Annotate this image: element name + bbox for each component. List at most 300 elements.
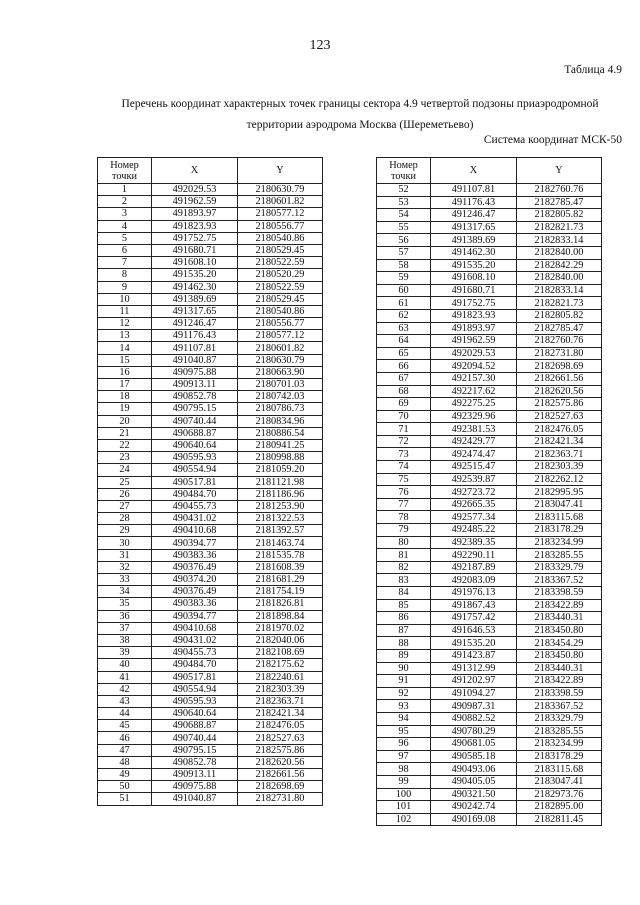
column-header-y: Y (517, 158, 602, 184)
table-row (98, 379, 323, 391)
table-label: Таблица 4.9 (564, 64, 622, 76)
table-row (98, 196, 323, 208)
y-coordinate-cell: 2183047.41 (517, 775, 602, 788)
table-row (98, 403, 323, 415)
table-row (98, 257, 323, 269)
y-coordinate-cell: 2182363.71 (238, 695, 323, 707)
table-row (98, 720, 323, 732)
point-number-cell: 102 (377, 813, 431, 826)
x-coordinate-cell: 491893.97 (431, 322, 517, 335)
table-row (377, 398, 602, 411)
y-coordinate-cell: 2181253.90 (238, 500, 323, 512)
y-coordinate-cell: 2183285.55 (517, 725, 602, 738)
x-coordinate-cell: 490431.02 (152, 634, 238, 646)
x-coordinate-cell: 491680.71 (152, 244, 238, 256)
table-row (377, 675, 602, 688)
x-coordinate-cell: 490394.77 (152, 537, 238, 549)
y-coordinate-cell: 2182731.80 (517, 347, 602, 360)
x-coordinate-cell: 490852.78 (152, 391, 238, 403)
table-row (98, 184, 323, 196)
point-number-cell: 18 (98, 391, 152, 403)
point-number-cell: 15 (98, 354, 152, 366)
point-number-cell: 96 (377, 738, 431, 751)
y-coordinate-cell: 2182575.86 (238, 744, 323, 756)
point-number-cell: 26 (98, 488, 152, 500)
y-coordinate-cell: 2180556.77 (238, 318, 323, 330)
point-number-cell: 38 (98, 634, 152, 646)
x-coordinate-cell: 491680.71 (431, 284, 517, 297)
y-coordinate-cell: 2182421.34 (517, 435, 602, 448)
point-number-cell: 93 (377, 700, 431, 713)
table-body-right (377, 184, 602, 826)
point-number-cell: 56 (377, 234, 431, 247)
point-number-cell: 44 (98, 708, 152, 720)
x-coordinate-cell: 491040.87 (152, 793, 238, 805)
point-number-cell: 78 (377, 511, 431, 524)
x-coordinate-cell: 490640.64 (152, 708, 238, 720)
y-coordinate-cell: 2183422.89 (517, 599, 602, 612)
y-coordinate-cell: 2182995.95 (517, 486, 602, 499)
x-coordinate-cell: 490376.49 (152, 561, 238, 573)
y-coordinate-cell: 2180540.86 (238, 305, 323, 317)
x-coordinate-cell: 490688.87 (152, 720, 238, 732)
table-row (377, 612, 602, 625)
x-coordinate-cell: 491608.10 (431, 272, 517, 285)
x-coordinate-cell: 492485.22 (431, 524, 517, 537)
x-coordinate-cell: 491535.20 (431, 637, 517, 650)
title-line-1: Перечень координат характерных точек границы сектора 4.9 четвертой подзоны приаэродромной (121, 98, 599, 110)
table-row (377, 246, 602, 259)
table-row (377, 624, 602, 637)
point-number-cell: 89 (377, 649, 431, 662)
table-row (377, 662, 602, 675)
y-coordinate-cell: 2183234.99 (517, 738, 602, 751)
point-number-cell: 83 (377, 574, 431, 587)
point-number-cell: 49 (98, 769, 152, 781)
y-coordinate-cell: 2180577.12 (238, 208, 323, 220)
x-coordinate-cell: 490975.88 (152, 781, 238, 793)
x-coordinate-cell: 491752.75 (152, 232, 238, 244)
point-number-cell: 76 (377, 486, 431, 499)
y-coordinate-cell: 2183329.79 (517, 712, 602, 725)
x-coordinate-cell: 492429.77 (431, 435, 517, 448)
table-row (98, 756, 323, 768)
x-coordinate-cell: 490913.11 (152, 769, 238, 781)
y-coordinate-cell: 2180540.86 (238, 232, 323, 244)
table-row (377, 335, 602, 348)
y-coordinate-cell: 2180529.45 (238, 293, 323, 305)
x-coordinate-cell: 490410.68 (152, 622, 238, 634)
x-coordinate-cell: 491317.65 (431, 221, 517, 234)
y-coordinate-cell: 2182303.39 (517, 461, 602, 474)
table-row (377, 259, 602, 272)
point-number-cell: 32 (98, 561, 152, 573)
point-number-cell: 34 (98, 586, 152, 598)
y-coordinate-cell: 2183367.52 (517, 574, 602, 587)
table-row (98, 695, 323, 707)
y-coordinate-cell: 2182840.00 (517, 246, 602, 259)
x-coordinate-cell: 490455.73 (152, 647, 238, 659)
y-coordinate-cell: 2182620.56 (238, 756, 323, 768)
point-number-cell: 31 (98, 549, 152, 561)
x-coordinate-cell: 490913.11 (152, 379, 238, 391)
y-coordinate-cell: 2183398.59 (517, 587, 602, 600)
y-coordinate-cell: 2182421.34 (238, 708, 323, 720)
y-coordinate-cell: 2182760.76 (517, 184, 602, 197)
point-number-cell: 61 (377, 297, 431, 310)
x-coordinate-cell: 490595.93 (152, 695, 238, 707)
table-row (377, 448, 602, 461)
point-number-cell: 65 (377, 347, 431, 360)
point-number-cell: 16 (98, 366, 152, 378)
table-row (377, 184, 602, 197)
table-row (377, 284, 602, 297)
point-number-cell: 12 (98, 318, 152, 330)
point-number-cell: 28 (98, 513, 152, 525)
y-coordinate-cell: 2180522.59 (238, 281, 323, 293)
table-row (377, 209, 602, 222)
point-number-cell: 85 (377, 599, 431, 612)
table-row (98, 659, 323, 671)
table-row (98, 610, 323, 622)
y-coordinate-cell: 2180520.29 (238, 269, 323, 281)
table-row (377, 360, 602, 373)
x-coordinate-cell: 492157.30 (431, 372, 517, 385)
table-row (377, 725, 602, 738)
table-row (377, 486, 602, 499)
y-coordinate-cell: 2181121.98 (238, 476, 323, 488)
x-coordinate-cell: 490795.15 (152, 403, 238, 415)
y-coordinate-cell: 2181392.57 (238, 525, 323, 537)
y-coordinate-cell: 2182785.47 (517, 322, 602, 335)
table-row (377, 788, 602, 801)
x-coordinate-cell: 491040.87 (152, 354, 238, 366)
point-number-cell: 92 (377, 687, 431, 700)
y-coordinate-cell: 2181898.84 (238, 610, 323, 622)
x-coordinate-cell: 492094.52 (431, 360, 517, 373)
x-coordinate-cell: 490554.94 (152, 464, 238, 476)
y-coordinate-cell: 2183115.68 (517, 511, 602, 524)
table-row (377, 775, 602, 788)
table-row (377, 738, 602, 751)
x-coordinate-cell: 492577.34 (431, 511, 517, 524)
x-coordinate-cell: 491107.81 (152, 342, 238, 354)
x-coordinate-cell: 490383.36 (152, 598, 238, 610)
x-coordinate-cell: 491962.59 (152, 196, 238, 208)
point-number-cell: 52 (377, 184, 431, 197)
point-number-cell: 5 (98, 232, 152, 244)
y-coordinate-cell: 2182833.14 (517, 284, 602, 297)
point-number-cell: 101 (377, 801, 431, 814)
x-coordinate-cell: 490795.15 (152, 744, 238, 756)
x-coordinate-cell: 491535.20 (152, 269, 238, 281)
point-number-cell: 53 (377, 196, 431, 209)
table-row (98, 634, 323, 646)
y-coordinate-cell: 2183440.31 (517, 612, 602, 625)
point-number-cell: 72 (377, 435, 431, 448)
point-number-cell: 13 (98, 330, 152, 342)
table-row (98, 318, 323, 330)
table-row (98, 305, 323, 317)
point-number-cell: 82 (377, 561, 431, 574)
point-number-cell: 25 (98, 476, 152, 488)
y-coordinate-cell: 2183450.80 (517, 649, 602, 662)
point-number-cell: 10 (98, 293, 152, 305)
point-number-cell: 95 (377, 725, 431, 738)
table-row (98, 513, 323, 525)
y-coordinate-cell: 2180742.03 (238, 391, 323, 403)
y-coordinate-cell: 2183047.41 (517, 498, 602, 511)
x-coordinate-cell: 492474.47 (431, 448, 517, 461)
x-coordinate-cell: 491107.81 (431, 184, 517, 197)
point-number-cell: 50 (98, 781, 152, 793)
x-coordinate-cell: 491246.47 (152, 318, 238, 330)
x-coordinate-cell: 492083.09 (431, 574, 517, 587)
y-coordinate-cell: 2182840.00 (517, 272, 602, 285)
x-coordinate-cell: 491176.43 (431, 196, 517, 209)
point-number-cell: 66 (377, 360, 431, 373)
y-coordinate-cell: 2180522.59 (238, 257, 323, 269)
x-coordinate-cell: 491389.69 (431, 234, 517, 247)
table-row (377, 750, 602, 763)
point-number-cell: 64 (377, 335, 431, 348)
x-coordinate-cell: 490585.18 (431, 750, 517, 763)
point-number-cell: 54 (377, 209, 431, 222)
table-row (98, 793, 323, 805)
table-row (98, 330, 323, 342)
table-row (98, 586, 323, 598)
point-number-cell: 86 (377, 612, 431, 625)
y-coordinate-cell: 2182476.05 (238, 720, 323, 732)
point-number-cell: 37 (98, 622, 152, 634)
y-coordinate-cell: 2180577.12 (238, 330, 323, 342)
x-coordinate-cell: 492665.35 (431, 498, 517, 511)
y-coordinate-cell: 2181535.78 (238, 549, 323, 561)
y-coordinate-cell: 2181608.39 (238, 561, 323, 573)
point-number-cell: 69 (377, 398, 431, 411)
table-row (98, 452, 323, 464)
point-number-cell: 81 (377, 549, 431, 562)
table-row (377, 587, 602, 600)
table-row (377, 574, 602, 587)
y-coordinate-cell: 2180529.45 (238, 244, 323, 256)
table-row (98, 244, 323, 256)
table-row (377, 511, 602, 524)
point-number-cell: 55 (377, 221, 431, 234)
point-number-cell: 59 (377, 272, 431, 285)
y-coordinate-cell: 2180630.79 (238, 184, 323, 196)
point-number-cell: 79 (377, 524, 431, 537)
x-coordinate-cell: 492329.96 (431, 410, 517, 423)
table-row (377, 309, 602, 322)
x-coordinate-cell: 491176.43 (152, 330, 238, 342)
y-coordinate-cell: 2183178.29 (517, 750, 602, 763)
x-coordinate-cell: 492275.25 (431, 398, 517, 411)
table-row (377, 712, 602, 725)
y-coordinate-cell: 2180834.96 (238, 415, 323, 427)
y-coordinate-cell: 2182811.45 (517, 813, 602, 826)
table-row (98, 439, 323, 451)
point-number-cell: 24 (98, 464, 152, 476)
y-coordinate-cell: 2182698.69 (517, 360, 602, 373)
x-coordinate-cell: 492539.87 (431, 473, 517, 486)
y-coordinate-cell: 2183398.59 (517, 687, 602, 700)
table-row (98, 683, 323, 695)
point-number-cell: 2 (98, 196, 152, 208)
y-coordinate-cell: 2183450.80 (517, 624, 602, 637)
point-number-cell: 42 (98, 683, 152, 695)
x-coordinate-cell: 490780.29 (431, 725, 517, 738)
x-coordinate-cell: 490242.74 (431, 801, 517, 814)
y-coordinate-cell: 2182805.82 (517, 209, 602, 222)
y-coordinate-cell: 2182805.82 (517, 309, 602, 322)
x-coordinate-cell: 490374.20 (152, 574, 238, 586)
x-coordinate-cell: 492389.35 (431, 536, 517, 549)
x-coordinate-cell: 491317.65 (152, 305, 238, 317)
table-row (377, 763, 602, 776)
table-body-left (98, 184, 323, 806)
point-number-cell: 62 (377, 309, 431, 322)
y-coordinate-cell: 2183329.79 (517, 561, 602, 574)
x-coordinate-cell: 490987.31 (431, 700, 517, 713)
x-coordinate-cell: 490484.70 (152, 659, 238, 671)
table-row (98, 500, 323, 512)
table-row (98, 671, 323, 683)
table-row (98, 415, 323, 427)
x-coordinate-cell: 490383.36 (152, 549, 238, 561)
point-number-cell: 71 (377, 423, 431, 436)
point-number-cell: 9 (98, 281, 152, 293)
table-row (377, 297, 602, 310)
table-header-row (98, 158, 323, 184)
point-number-cell: 1 (98, 184, 152, 196)
table-row (377, 385, 602, 398)
y-coordinate-cell: 2183440.31 (517, 662, 602, 675)
y-coordinate-cell: 2182821.73 (517, 297, 602, 310)
point-number-cell: 45 (98, 720, 152, 732)
y-coordinate-cell: 2182363.71 (517, 448, 602, 461)
y-coordinate-cell: 2180886.54 (238, 427, 323, 439)
x-coordinate-cell: 492029.53 (152, 184, 238, 196)
page-number: 123 (309, 38, 331, 53)
table-row (377, 322, 602, 335)
column-header-x: X (431, 158, 517, 184)
y-coordinate-cell: 2181826.81 (238, 598, 323, 610)
y-coordinate-cell: 2180998.88 (238, 452, 323, 464)
table-row (98, 342, 323, 354)
x-coordinate-cell: 491823.93 (152, 220, 238, 232)
table-row (98, 549, 323, 561)
x-coordinate-cell: 491312.99 (431, 662, 517, 675)
point-number-cell: 20 (98, 415, 152, 427)
table-row (98, 269, 323, 281)
x-coordinate-cell: 491976.13 (431, 587, 517, 600)
point-number-cell: 84 (377, 587, 431, 600)
y-coordinate-cell: 2182973.76 (517, 788, 602, 801)
y-coordinate-cell: 2180556.77 (238, 220, 323, 232)
y-coordinate-cell: 2182821.73 (517, 221, 602, 234)
x-coordinate-cell: 491462.30 (431, 246, 517, 259)
x-coordinate-cell: 490517.81 (152, 476, 238, 488)
x-coordinate-cell: 490554.94 (152, 683, 238, 695)
point-number-cell: 75 (377, 473, 431, 486)
x-coordinate-cell: 490455.73 (152, 500, 238, 512)
table-row (98, 354, 323, 366)
x-coordinate-cell: 491893.97 (152, 208, 238, 220)
x-coordinate-cell: 490431.02 (152, 513, 238, 525)
table-row (377, 272, 602, 285)
table-row (377, 423, 602, 436)
table-row (377, 435, 602, 448)
point-number-cell: 48 (98, 756, 152, 768)
point-number-cell: 73 (377, 448, 431, 461)
y-coordinate-cell: 2182842.29 (517, 259, 602, 272)
point-number-cell: 11 (98, 305, 152, 317)
x-coordinate-cell: 490681.05 (431, 738, 517, 751)
point-number-cell: 80 (377, 536, 431, 549)
y-coordinate-cell: 2180601.82 (238, 196, 323, 208)
x-coordinate-cell: 491094.27 (431, 687, 517, 700)
point-number-cell: 90 (377, 662, 431, 675)
point-number-cell: 27 (98, 500, 152, 512)
table-row (377, 347, 602, 360)
table-row (377, 498, 602, 511)
x-coordinate-cell: 491462.30 (152, 281, 238, 293)
point-number-cell: 7 (98, 257, 152, 269)
y-coordinate-cell: 2183367.52 (517, 700, 602, 713)
x-coordinate-cell: 490484.70 (152, 488, 238, 500)
y-coordinate-cell: 2180941.25 (238, 439, 323, 451)
point-number-cell: 19 (98, 403, 152, 415)
point-number-cell: 43 (98, 695, 152, 707)
y-coordinate-cell: 2183178.29 (517, 524, 602, 537)
point-number-cell: 47 (98, 744, 152, 756)
table-row (98, 561, 323, 573)
x-coordinate-cell: 492381.53 (431, 423, 517, 436)
y-coordinate-cell: 2180786.73 (238, 403, 323, 415)
point-number-cell: 77 (377, 498, 431, 511)
x-coordinate-cell: 492723.72 (431, 486, 517, 499)
y-coordinate-cell: 2180630.79 (238, 354, 323, 366)
table-row (98, 488, 323, 500)
y-coordinate-cell: 2182527.63 (238, 732, 323, 744)
y-coordinate-cell: 2183454.29 (517, 637, 602, 650)
table-row (98, 476, 323, 488)
y-coordinate-cell: 2181322.53 (238, 513, 323, 525)
point-number-cell: 67 (377, 372, 431, 385)
table-row (98, 647, 323, 659)
x-coordinate-cell: 490169.08 (431, 813, 517, 826)
table-row (377, 410, 602, 423)
x-coordinate-cell: 490740.44 (152, 415, 238, 427)
point-number-cell: 60 (377, 284, 431, 297)
x-coordinate-cell: 492187.89 (431, 561, 517, 574)
table-row (98, 293, 323, 305)
table-row (98, 732, 323, 744)
x-coordinate-cell: 491423.87 (431, 649, 517, 662)
point-number-cell: 51 (98, 793, 152, 805)
x-coordinate-cell: 490321.50 (431, 788, 517, 801)
point-number-cell: 68 (377, 385, 431, 398)
y-coordinate-cell: 2182262.12 (517, 473, 602, 486)
x-coordinate-cell: 491867.43 (431, 599, 517, 612)
point-number-cell: 97 (377, 750, 431, 763)
point-number-cell: 91 (377, 675, 431, 688)
point-number-cell: 33 (98, 574, 152, 586)
point-number-cell: 98 (377, 763, 431, 776)
table-row (98, 208, 323, 220)
x-coordinate-cell: 491608.10 (152, 257, 238, 269)
